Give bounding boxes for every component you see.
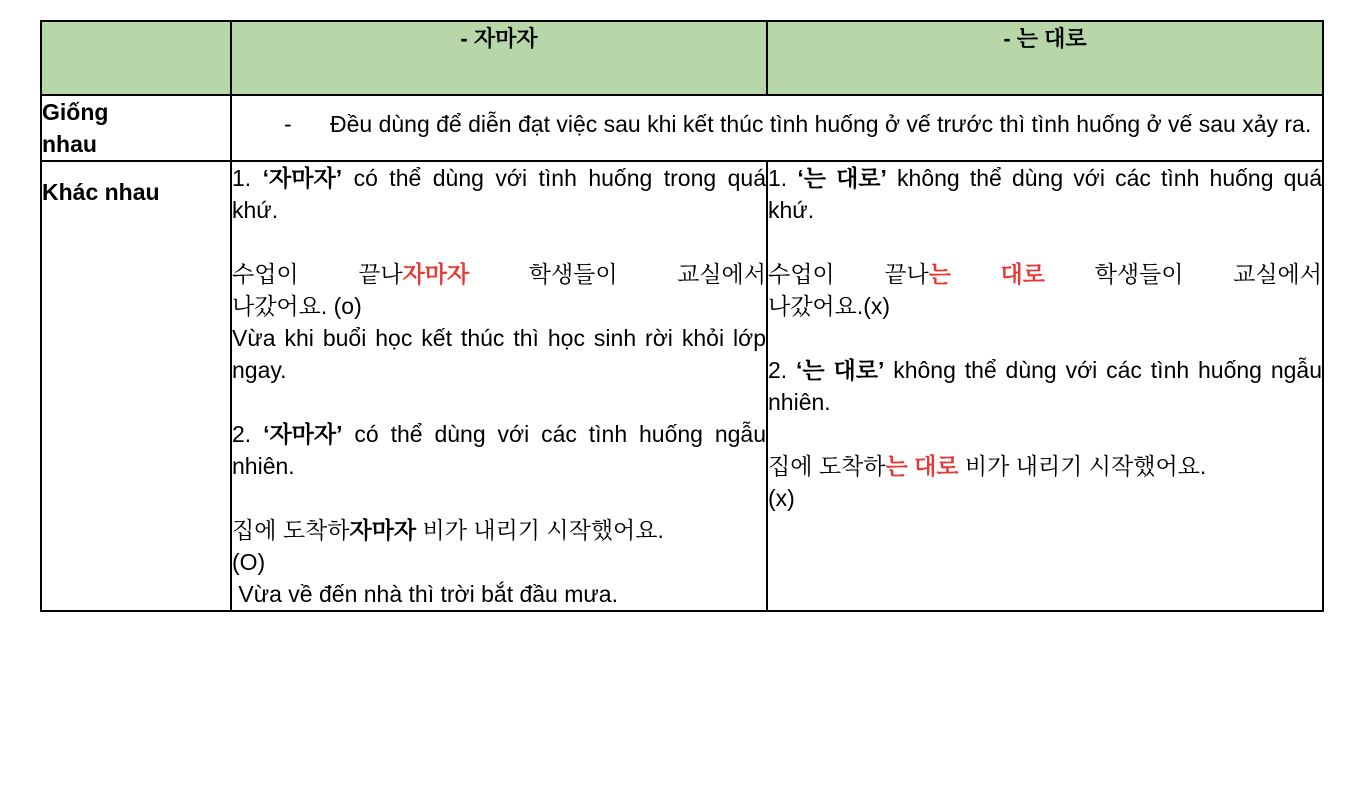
jamaja-translation-1: Vừa khi buổi học kết thúc thì học sinh rời khỏi lớp ngay.	[232, 325, 766, 383]
bold-jamaja: 자마자	[349, 517, 417, 543]
jamaja-example-1: 수업이 끝나자마자 학생들이 교실에서	[232, 261, 766, 287]
similarity-label	[41, 95, 231, 161]
similarity-label-line2: nhau	[42, 131, 97, 157]
neundaero-term: ‘는 대로’	[796, 357, 885, 383]
highlight-neundaero: 는 대로	[928, 261, 1045, 287]
jamaja-example-1-end: 나갔어요. (o)	[232, 293, 362, 319]
jamaja-term: ‘자마자’	[263, 421, 343, 447]
neundaero-example-2-end: (x)	[768, 485, 795, 511]
jamaja-point-2: 2. ‘자마자’ có thể dùng với các tình huống ngẫu nhiên.	[232, 421, 767, 479]
similarity-content	[231, 95, 1323, 161]
bullet-dash: -	[284, 111, 292, 137]
neundaero-example-1-end: 나갔어요.(x)	[768, 293, 891, 319]
jamaja-example-2-end: (O)	[232, 549, 266, 575]
jamaja-difference-cell	[231, 161, 767, 611]
highlight-jamaja: 자마자	[402, 261, 470, 287]
neundaero-point-1: 1. ‘는 대로’ không thể dùng với các tình huống quá khứ.	[768, 165, 1323, 223]
neundaero-example-1: 수업이 끝나는 대로 학생들이 교실에서	[768, 261, 1322, 287]
highlight-neundaero: 는 대로	[885, 453, 959, 479]
similarity-label-line1: Giống	[42, 99, 109, 125]
comparison-table	[40, 20, 1324, 612]
neundaero-example-2: 집에 도착하는 대로 비가 내리기 시작했어요.	[768, 453, 1207, 479]
difference-row	[41, 161, 1323, 611]
jamaja-term: ‘자마자’	[262, 165, 343, 191]
jamaja-translation-2: Vừa về đến nhà thì trời bắt đầu mưa.	[232, 581, 618, 607]
header-row	[41, 21, 1323, 95]
header-jamaja: - 자마자	[231, 21, 767, 95]
header-blank-cell	[41, 21, 231, 95]
neundaero-point-2: 2. ‘는 대로’ không thể dùng với các tình huống ngẫu nhiên.	[768, 357, 1322, 415]
neundaero-term: ‘는 대로’	[797, 165, 887, 191]
neundaero-difference-cell	[767, 161, 1323, 611]
comparison-document	[40, 20, 1322, 612]
jamaja-point-1: 1. ‘자마자’ có thể dùng với tình huống trong quá khứ.	[232, 165, 767, 223]
difference-label: Khác nhau	[41, 161, 231, 611]
similarity-row	[41, 95, 1323, 161]
similarity-text: Đều dùng để diễn đạt việc sau khi kết thúc tình huống ở vế trước thì tình huống ở vế sau xảy ra.	[330, 111, 1312, 137]
jamaja-example-2: 집에 도착하자마자 비가 내리기 시작했어요.	[232, 517, 664, 543]
header-neundaero: - 는 대로	[767, 21, 1323, 95]
